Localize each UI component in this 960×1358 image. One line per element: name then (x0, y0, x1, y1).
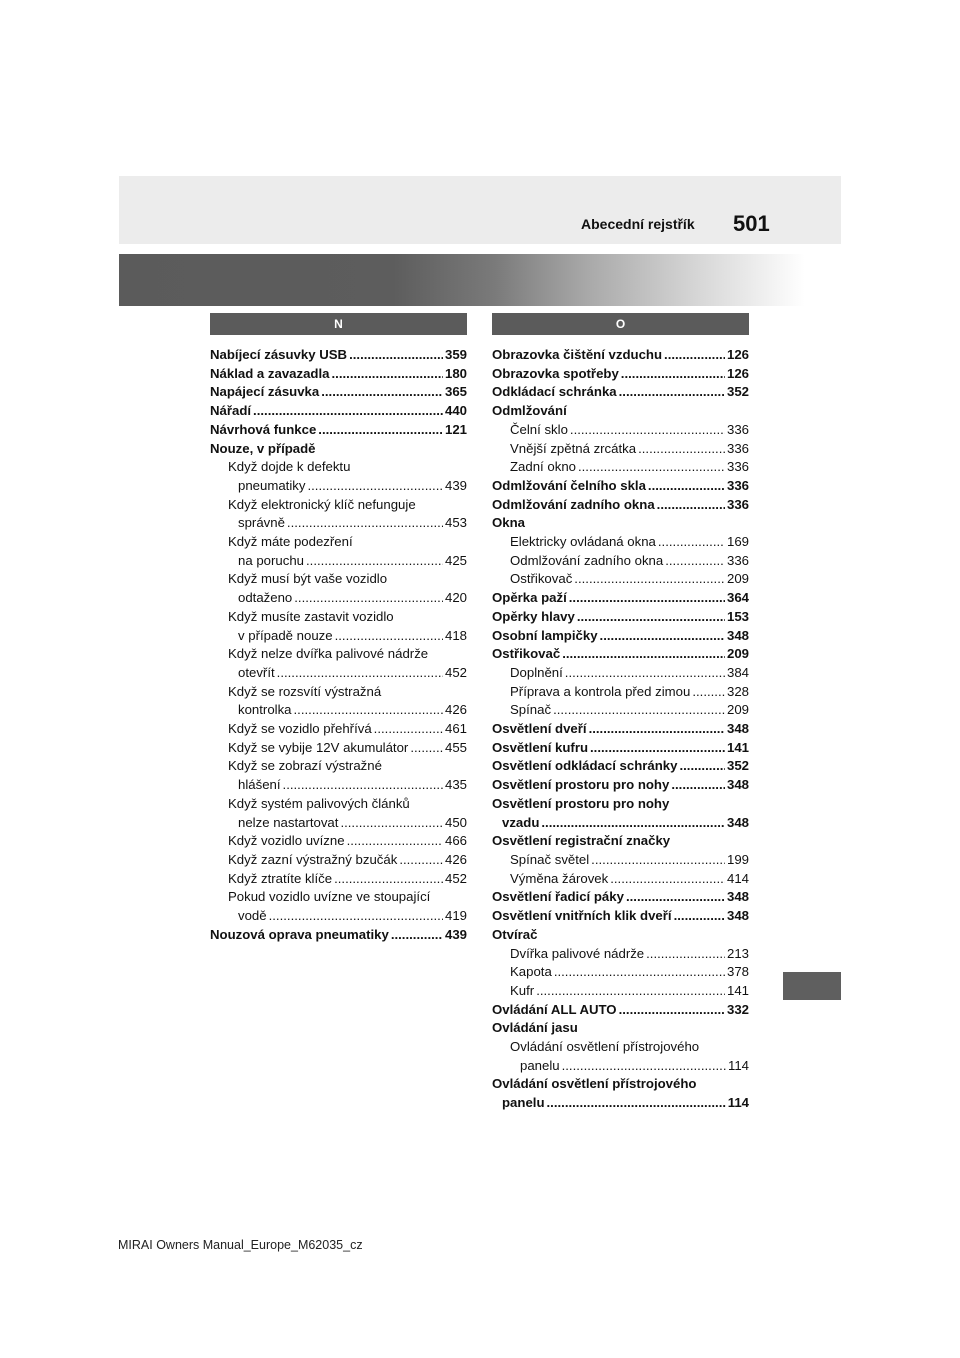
entry-text: na poruchu (238, 552, 304, 568)
dot-leader (591, 851, 725, 870)
entry-text: hlášení (238, 777, 281, 793)
index-entry (492, 851, 749, 870)
entry-text: Obrazovka čištění vzduchu (492, 347, 663, 362)
index-entry (210, 570, 467, 589)
index-entry (492, 701, 749, 720)
entry-text: Opěrky hlavy (492, 608, 575, 624)
index-entry (210, 870, 467, 889)
entry-page-number: 336 (726, 496, 749, 512)
decorative-gradient-bar (119, 254, 841, 306)
entry-page-number: 336 (726, 421, 749, 437)
index-entry (210, 776, 467, 795)
entry-text: Když musíte zastavit vozidlo (228, 608, 394, 624)
entry-page-number: 209 (726, 571, 749, 587)
entry-text: odtaženo (238, 590, 293, 606)
entry-text: Když dojde k defektu (228, 459, 351, 475)
index-entry (210, 851, 467, 870)
entry-page-number: 418 (444, 627, 467, 643)
dot-leader (671, 776, 725, 795)
entry-page-number: 452 (444, 664, 467, 680)
entry-page-number: 141 (726, 739, 749, 755)
dot-leader (399, 851, 443, 870)
dot-leader (294, 589, 443, 608)
index-entry (492, 664, 749, 683)
entry-page-number: 141 (726, 982, 749, 998)
entry-text: Ovládání osvětlení přístrojového (492, 1076, 697, 1092)
entry-text: Kapota (510, 964, 552, 980)
entry-text: Odmlžování zadního okna (492, 496, 655, 512)
entry-page-number: 348 (726, 777, 749, 793)
index-entry (492, 720, 749, 739)
section-thumb-tab (783, 972, 841, 1000)
index-entry (210, 907, 467, 926)
dot-leader (658, 533, 725, 552)
dot-leader (589, 720, 725, 739)
entry-text: Napájecí zásuvka (210, 384, 320, 400)
entry-page-number: 348 (726, 627, 749, 643)
entry-page-number: 336 (726, 440, 749, 456)
index-entry (210, 477, 467, 496)
index-entry (210, 346, 467, 365)
entry-page-number: 352 (726, 384, 749, 400)
dot-leader (574, 570, 725, 589)
entry-text: Když zazní výstražný bzučák (228, 851, 398, 867)
entry-page-number: 336 (726, 477, 749, 493)
index-entry (492, 1001, 749, 1020)
index-entry (210, 888, 467, 907)
entry-page-number: 440 (444, 403, 467, 419)
index-entry (492, 888, 749, 907)
index-entry (210, 496, 467, 515)
entry-text: Když se rozsvítí výstražná (228, 683, 382, 699)
dot-leader (562, 645, 725, 664)
index-entry (492, 776, 749, 795)
index-entry (492, 982, 749, 1001)
entry-text: Když máte podezření (228, 534, 353, 550)
entry-text: Když nelze dvířka palivové nádrže (228, 646, 429, 662)
dot-leader (283, 776, 443, 795)
dot-leader (590, 739, 725, 758)
dot-leader (306, 552, 443, 571)
index-entry (210, 757, 467, 776)
entry-text: Když systém palivových článků (228, 795, 410, 811)
entry-text: Vnější zpětná zrcátka (510, 440, 637, 456)
dot-leader (610, 870, 725, 889)
index-entry (210, 645, 467, 664)
index-entry (492, 1019, 749, 1038)
index-entry (492, 365, 749, 384)
dot-leader (674, 907, 725, 926)
entry-page-number: 126 (726, 365, 749, 381)
entry-page-number: 121 (444, 421, 467, 437)
index-entry (492, 514, 749, 533)
entry-text: Osobní lampičky (492, 627, 598, 643)
index-entry (210, 552, 467, 571)
page-number: 501 (733, 211, 770, 236)
index-entry (492, 1057, 749, 1076)
entry-page-number: 426 (444, 702, 467, 718)
entry-page-number: 359 (444, 347, 467, 362)
entry-text: Odkládací schránka (492, 384, 617, 400)
index-entry (210, 365, 467, 384)
index-entry (210, 440, 467, 459)
entry-text: Nouzová oprava pneumatiky (210, 926, 389, 942)
entry-text: Osvětlení dveří (492, 721, 587, 737)
dot-leader (621, 365, 725, 384)
entry-page-number: 453 (444, 515, 467, 531)
dot-leader (648, 477, 725, 496)
entry-page-number: 348 (726, 889, 749, 905)
entry-text: kontrolka (238, 702, 292, 718)
entry-page-number: 420 (444, 590, 467, 606)
entry-page-number: 426 (444, 851, 467, 867)
index-entry (210, 421, 467, 440)
index-entry (492, 477, 749, 496)
index-entry (492, 552, 749, 571)
entry-page-number: 209 (726, 646, 749, 662)
entry-page-number: 114 (727, 1057, 749, 1073)
dot-leader (277, 664, 443, 683)
index-entry (210, 458, 467, 477)
entry-page-number: 336 (726, 552, 749, 568)
dot-leader (569, 589, 725, 608)
entry-page-number: 199 (726, 851, 749, 867)
index-entry (210, 795, 467, 814)
index-entry (492, 1075, 749, 1094)
entry-page-number: 365 (444, 384, 467, 400)
entry-text: Výměna žárovek (510, 870, 609, 886)
dot-leader (335, 627, 443, 646)
dot-leader (565, 664, 725, 683)
entry-text: Otvírač (492, 926, 538, 942)
entry-text: Nabíjecí zásuvky USB (210, 347, 348, 362)
dot-leader (253, 402, 443, 421)
entry-text: Okna (492, 515, 525, 531)
index-entry (492, 907, 749, 926)
index-entry (210, 683, 467, 702)
entry-text: Nářadí (210, 403, 252, 419)
index-entry (210, 589, 467, 608)
entry-text: Odmlžování čelního skla (492, 477, 646, 493)
entry-text: Když ztratíte klíče (228, 870, 333, 886)
entry-text: Dvířka palivové nádrže (510, 945, 645, 961)
page-title: Abecední rejstřík (581, 216, 695, 232)
index-entry (210, 739, 467, 758)
entry-text: Odmlžování (492, 403, 567, 419)
entry-page-number: 180 (444, 365, 467, 381)
entry-text: Osvětlení prostoru pro nohy (492, 795, 670, 811)
dot-leader (547, 1094, 726, 1113)
entry-page-number: 452 (444, 870, 467, 886)
entry-text: Ovládání ALL AUTO (492, 1001, 617, 1017)
dot-leader (269, 907, 443, 926)
entry-text: Nouze, v případě (210, 440, 316, 456)
index-entry (492, 645, 749, 664)
index-entry (492, 421, 749, 440)
entry-page-number: 348 (726, 814, 749, 830)
entry-page-number: 364 (726, 590, 749, 606)
dot-leader (294, 701, 443, 720)
dot-leader (349, 346, 443, 365)
index-entry (492, 533, 749, 552)
index-entry (210, 720, 467, 739)
entry-page-number: 414 (726, 870, 749, 886)
entry-text: Doplnění (510, 664, 563, 680)
document-footer: MIRAI Owners Manual_Europe_M62035_cz (118, 1238, 363, 1252)
index-column-o (492, 313, 749, 1113)
dot-leader (410, 739, 443, 758)
dot-leader (374, 720, 443, 739)
dot-leader (577, 608, 725, 627)
index-entry (492, 814, 749, 833)
index-entry (210, 383, 467, 402)
dot-leader (692, 683, 725, 702)
dot-leader (391, 926, 443, 945)
dot-leader (554, 963, 725, 982)
index-entry (210, 814, 467, 833)
index-entry (492, 683, 749, 702)
index-entry (210, 832, 467, 851)
entry-text: Ostřikovač (510, 571, 573, 587)
entry-text: Osvětlení kufru (492, 739, 589, 755)
entry-page-number: 455 (444, 739, 467, 755)
entry-page-number: 336 (726, 459, 749, 475)
dot-leader (340, 814, 443, 833)
dot-leader (646, 945, 725, 964)
dot-leader (307, 477, 443, 496)
entry-text: Když elektronický klíč nefunguje (228, 496, 416, 512)
index-entry (210, 701, 467, 720)
index-entry (492, 1094, 749, 1113)
entry-text: Opěrka paží (492, 590, 567, 606)
index-entry (210, 402, 467, 421)
index-entry (492, 608, 749, 627)
entry-page-number: 352 (726, 758, 749, 774)
entry-text: panelu (502, 1095, 545, 1111)
entry-text: vodě (238, 908, 267, 924)
letter-heading-n: N (210, 313, 467, 335)
entry-text: Ovládání osvětlení přístrojového (510, 1039, 700, 1055)
dot-leader (553, 701, 725, 720)
entry-page-number: 435 (444, 777, 467, 793)
index-entry (492, 402, 749, 421)
index-entry (492, 832, 749, 851)
dot-leader (600, 627, 725, 646)
index-column-n (210, 313, 467, 945)
entry-text: Osvětlení řadicí páky (492, 889, 624, 905)
index-entry (492, 627, 749, 646)
entry-text: Ovládání jasu (492, 1020, 578, 1036)
entry-page-number: 466 (444, 833, 467, 849)
index-entry (210, 514, 467, 533)
dot-leader (626, 888, 725, 907)
index-entry (492, 795, 749, 814)
entry-text: Osvětlení prostoru pro nohy (492, 777, 670, 793)
dot-leader (664, 346, 725, 365)
dot-leader (657, 496, 725, 515)
dot-leader (334, 870, 443, 889)
entry-text: Spínač (510, 702, 552, 718)
index-entry (492, 870, 749, 889)
entry-text: Zadní okno (510, 459, 576, 475)
entry-text: Kufr (510, 982, 535, 998)
entry-text: v případě nouze (238, 627, 333, 643)
entry-text: Když se vozidlo přehřívá (228, 721, 372, 737)
index-entry (492, 926, 749, 945)
dot-leader (665, 552, 725, 571)
entry-text: panelu (520, 1057, 560, 1073)
entry-text: Když se vybije 12V akumulátor (228, 739, 409, 755)
entry-page-number: 348 (726, 721, 749, 737)
dot-leader (638, 440, 725, 459)
entry-text: Osvětlení odkládací schránky (492, 758, 678, 774)
index-entry (492, 757, 749, 776)
index-entry (210, 926, 467, 945)
entry-text: Odmlžování zadního okna (510, 552, 664, 568)
index-entry (492, 1038, 749, 1057)
entry-page-number: 450 (444, 814, 467, 830)
dot-leader (536, 982, 725, 1001)
entry-text: Obrazovka spotřeby (492, 365, 619, 381)
dot-leader (679, 757, 725, 776)
entry-text: vzadu (502, 814, 540, 830)
entry-page-number: 328 (726, 683, 749, 699)
index-entries-o (492, 346, 749, 1113)
entry-page-number: 209 (726, 702, 749, 718)
dot-leader (562, 1057, 726, 1076)
dot-leader (541, 814, 725, 833)
entry-page-number: 439 (444, 477, 467, 493)
letter-heading-o: O (492, 313, 749, 335)
entry-page-number: 425 (444, 552, 467, 568)
index-entry (210, 608, 467, 627)
entry-page-number: 169 (726, 534, 749, 550)
entry-text: nelze nastartovat (238, 814, 339, 830)
index-entry (210, 664, 467, 683)
entry-text: Náklad a zavazadla (210, 365, 330, 381)
index-entry (492, 945, 749, 964)
entry-text: Když vozidlo uvízne (228, 833, 345, 849)
entry-text: Elektricky ovládaná okna (510, 534, 656, 550)
dot-leader (321, 383, 443, 402)
entry-page-number: 419 (444, 908, 467, 924)
entry-text: Pokud vozidlo uvízne ve stoupající (228, 889, 431, 905)
entry-page-number: 439 (444, 926, 467, 942)
index-entry (492, 570, 749, 589)
entry-page-number: 213 (726, 945, 749, 961)
index-entries-n (210, 346, 467, 945)
entry-text: pneumatiky (238, 477, 306, 493)
entry-page-number: 153 (726, 608, 749, 624)
entry-text: Když musí být vaše vozidlo (228, 571, 388, 587)
entry-text: správně (238, 515, 285, 531)
entry-page-number: 348 (726, 908, 749, 924)
dot-leader (287, 514, 443, 533)
entry-page-number: 126 (726, 347, 749, 362)
entry-text: Spínač světel (510, 851, 590, 867)
dot-leader (318, 421, 443, 440)
entry-text: Osvětlení vnitřních klik dveří (492, 908, 672, 924)
dot-leader (347, 832, 443, 851)
dot-leader (619, 383, 725, 402)
entry-page-number: 378 (726, 964, 749, 980)
index-entry (492, 963, 749, 982)
entry-text: Příprava a kontrola před zimou (510, 683, 691, 699)
entry-text: otevřít (238, 664, 275, 680)
dot-leader (619, 1001, 725, 1020)
entry-text: Když se zobrazí výstražné (228, 758, 382, 774)
entry-text: Ostřikovač (492, 646, 561, 662)
dot-leader (570, 421, 725, 440)
entry-page-number: 384 (726, 664, 749, 680)
entry-page-number: 114 (727, 1095, 749, 1111)
entry-text: Návrhová funkce (210, 421, 317, 437)
entry-page-number: 332 (726, 1001, 749, 1017)
entry-text: Čelní sklo (510, 421, 568, 437)
entry-text: Osvětlení registrační značky (492, 833, 671, 849)
entry-page-number: 461 (444, 721, 467, 737)
index-entry (210, 627, 467, 646)
index-entry (492, 739, 749, 758)
index-entry (492, 383, 749, 402)
index-entry (492, 458, 749, 477)
dot-leader (332, 365, 443, 384)
index-entry (210, 533, 467, 552)
dot-leader (578, 458, 725, 477)
index-entry (492, 496, 749, 515)
index-entry (492, 589, 749, 608)
index-entry (492, 440, 749, 459)
index-entry (492, 346, 749, 365)
